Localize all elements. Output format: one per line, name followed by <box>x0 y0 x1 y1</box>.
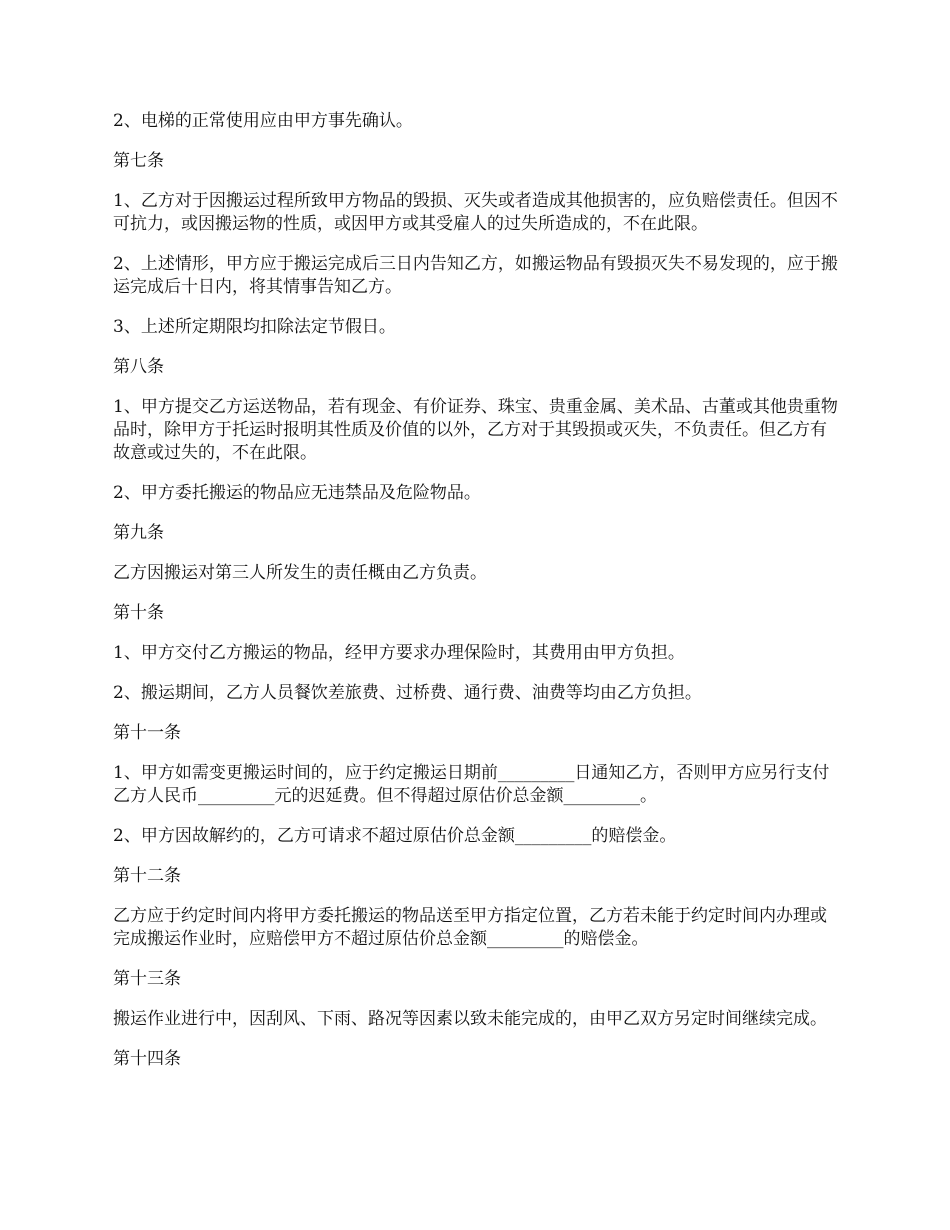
paragraph-weather-delay: 搬运作业进行中，因刮风、下雨、路况等因素以致未能完成的，由甲乙双方另定时间继续完成。 <box>113 1009 827 1029</box>
article-heading-9: 第九条 <box>113 523 164 543</box>
paragraph-damage-liability: 1、乙方对于因搬运过程所致甲方物品的毁损、灭失或者造成其他损害的，应负赔偿责任。但因不可抗力，或因搬运物的性质，或因甲方或其受雇人的过失所造成的，不在此限。 <box>113 191 838 234</box>
paragraph-schedule-change: 1、甲方如需变更搬运时间的，应于约定搬运日期前_________日通知乙方，否则甲方应另行支付乙方人民币_________元的迟延费。但不得超过原估价总金额_________。 <box>113 763 830 806</box>
paragraph-termination: 2、甲方因故解约的，乙方可请求不超过原估价总金额_________的赔偿金。 <box>113 826 677 846</box>
paragraph-delivery-deadline: 乙方应于约定时间内将甲方委托搬运的物品送至甲方指定位置，乙方若未能于约定时间内办理或完成搬运作业时，应赔偿甲方不超过原估价总金额_________的赔偿金。 <box>113 906 827 949</box>
paragraph-elevator-confirmation: 2、电梯的正常使用应由甲方事先确认。 <box>113 111 413 131</box>
paragraph-third-party-liability: 乙方因搬运对第三人所发生的责任概由乙方负责。 <box>113 563 487 583</box>
article-heading-14: 第十四条 <box>113 1049 181 1069</box>
paragraph-valuables: 1、甲方提交乙方运送物品，若有现金、有价证券、珠宝、贵重金属、美术品、古董或其他贵重物品时，除甲方于托运时报明其性质及价值的以外，乙方对于其毁损或灭失，不负责任。但乙方有故意或过失的，不在此限。 <box>113 397 838 463</box>
document-page <box>113 110 843 1088</box>
article-heading-7: 第七条 <box>113 151 164 171</box>
article-heading-8: 第八条 <box>113 357 164 377</box>
article-heading-10: 第十条 <box>113 603 164 623</box>
paragraph-insurance-cost: 1、甲方交付乙方搬运的物品，经甲方要求办理保险时，其费用由甲方负担。 <box>113 643 685 663</box>
paragraph-holiday-exclusion: 3、上述所定期限均扣除法定节假日。 <box>113 317 396 337</box>
article-heading-11: 第十一条 <box>113 723 181 743</box>
article-heading-13: 第十三条 <box>113 969 181 989</box>
paragraph-prohibited-items: 2、甲方委托搬运的物品应无违禁品及危险物品。 <box>113 483 481 503</box>
paragraph-notice-period: 2、上述情形，甲方应于搬运完成后三日内告知乙方，如搬运物品有毁损灭失不易发现的，应于搬运完成后十日内，将其情事告知乙方。 <box>113 254 838 297</box>
article-heading-12: 第十二条 <box>113 866 181 886</box>
paragraph-travel-expenses: 2、搬运期间，乙方人员餐饮差旅费、过桥费、通行费、油费等均由乙方负担。 <box>113 683 702 703</box>
